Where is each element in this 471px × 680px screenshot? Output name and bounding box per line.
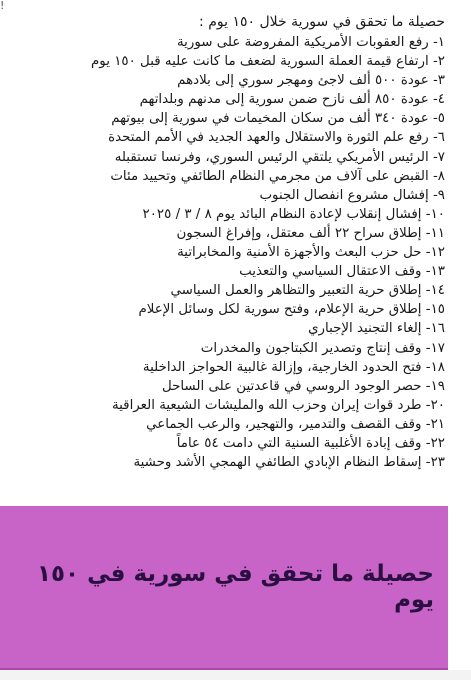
list-item: ١- رفع العقوبات الأمريكية المفروضة على سورية: [176, 35, 445, 50]
top-marker: !: [0, 0, 5, 12]
list-item: ١٣- وقف الاعتقال السياسي والتعذيب: [239, 264, 445, 280]
list-item: ٢١- وقف القصف والتدمير، والتهجير، والرعب الجماعي: [146, 416, 445, 432]
list-item: ٩- إفشال مشروع انفصال الجنوب: [259, 187, 445, 203]
list-item: ٦- رفع علم الثورة والاستقلال والعهد الجديد في الأمم المتحدة: [108, 130, 445, 146]
list-item: ١٨- فتح الحدود الخارجية، وإزالة غالبية الحواجز الداخلية: [142, 359, 445, 375]
post-heading: حصيلة ما تحقق في سورية خلال ١٥٠ يوم :: [199, 14, 445, 30]
banner-title: حصيلة ما تحقق في سورية في ١٥٠ يوم: [36, 561, 434, 613]
list-item: ٢- ارتفاع قيمة العملة السورية لضعف ما كانت عليه قبل ١٥٠ يوم: [91, 54, 445, 70]
list-item: ٤- عودة ٨٥٠ ألف نازح ضمن سورية إلى مدنهم وبلداتهم: [139, 92, 445, 108]
list-item: ١٦- إلغاء التجنيد الإجباري: [308, 321, 445, 337]
list-item: ١٢- حل حزب البعث والأجهزة الأمنية والمخابراتية: [177, 245, 445, 261]
list-item: ٥- عودة ٣٤٠ ألف من سكان المخيمات في سورية إلى بيوتهم: [111, 111, 445, 127]
summary-banner: [0, 506, 448, 670]
post-text: [60, 12, 445, 472]
list-item: ١١- إطلاق سراح ٢٢ ألف معتقل، وإفراغ السجون: [176, 225, 445, 241]
list-item: ٢٠- طرد قوات إيران وحزب الله والمليشات الشيعية العراقية: [111, 397, 445, 413]
right-margin: [448, 0, 471, 680]
bottom-margin: [0, 670, 471, 680]
list-item: ٢٢- وقف إبادة الأغلبية السنية التي دامت ٥٤ عاماً: [176, 435, 445, 451]
list-item: ٧- الرئيس الأمريكي يلتقي الرئيس السوري، وفرنسا تستقبله: [114, 149, 445, 165]
list-item: ١٧- وقف إنتاج وتصدير الكبتاجون والمخدرات: [200, 340, 445, 356]
list-item: ١٩- حصر الوجود الروسي في قاعدتين على الساحل: [161, 378, 445, 394]
list-item: ١٠- إفشال إنقلاب لإعادة النظام البائد يوم ٨ / ٣ / ٢٠٢٥: [142, 206, 445, 222]
list-item: ١٥- إطلاق حرية الإعلام، وفتح سورية لكل وسائل الإعلام: [138, 302, 445, 318]
list-item: ٣- عودة ٥٠٠ ألف لاجئ ومهجر سوري إلى بلادهم: [177, 73, 445, 89]
list-item: ٨- القبض على آلاف من مجرمي النظام الطائفي وتحييد مئات: [110, 168, 445, 184]
list-item: ٢٣- إسقاط النظام الإبادي الطائفي الهمجي الأشد وحشية: [133, 455, 445, 471]
list-item: ١٤- إطلاق حرية التعبير والتظاهر والعمل السياسي: [170, 283, 445, 299]
achievements-list: [60, 33, 445, 472]
